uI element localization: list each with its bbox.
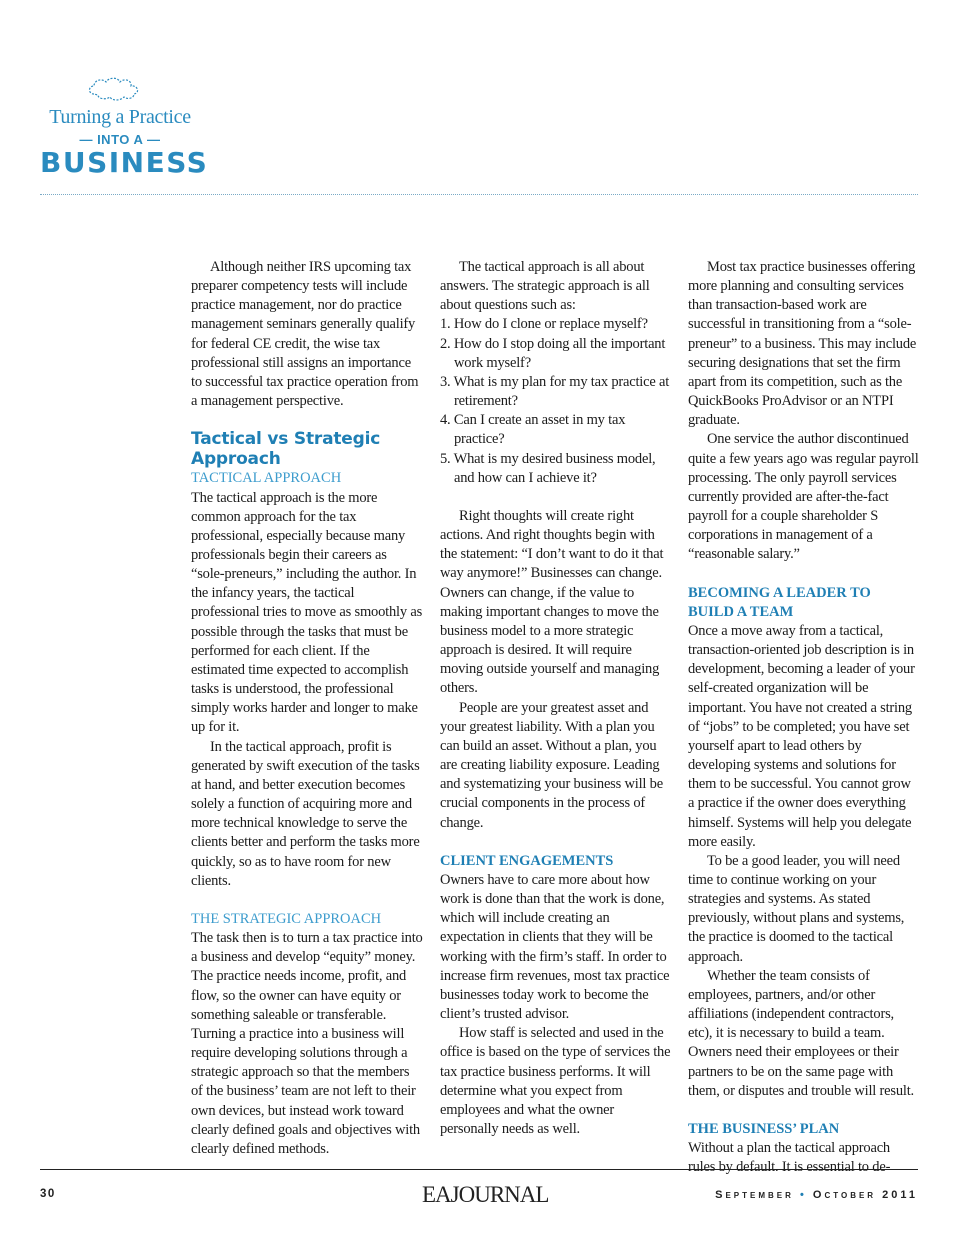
intro-paragraph: Although neither IRS upcoming tax preparer competency tests will include practice management, nor do practice management seminars generally qualify for federal CE credit, the wise tax professional still assigns an importance to successful tax practice operation from a management perspective. [191,259,419,410]
masthead-title-line3: BUSINESS [40,146,209,179]
issue-date [715,1189,918,1201]
issue-month: September [715,1189,794,1201]
article-column-3 [688,258,920,1177]
question-list-item: 5. What is my desired business model, and how can I achieve it? [440,450,656,486]
client-paragraph-2: How staff is selected and used in the office is based on the type of services the tax practice business performs. It will determine what you expect from employees and what the owner personally needs as well. [440,1025,671,1137]
question-list-item: 3. What is my plan for my tax practice at retirement? [440,373,670,410]
article-column-1 [191,258,423,1159]
header-divider [40,194,918,195]
question-list-item: 2. How do I stop doing all the important work myself? [440,335,666,371]
leader-paragraph-3: Whether the team consists of employees, partners, and/or other affiliations (independent contractors, etc), it is necessary to build a team. Owners need their employees or their partners to be on the same page with them, or disputes and trouble will result. [688,967,914,1099]
column3-paragraph-2: One service the author discontinued quite a few years ago was regular payroll processing. The only payroll services currently provided are after-the-fact payroll for a couple shareholder S corporations in management of a “reasonable salary.” [688,431,919,563]
footer-divider [40,1169,918,1170]
tactical-heading: TACTICAL APPROACH [191,470,342,487]
strategic-heading: THE STRATEGIC APPROACH [191,910,382,927]
business-plan-heading: THE BUSINESS’ PLAN [688,1121,840,1137]
page-number: 30 [40,1188,56,1200]
column2-paragraph-2: Right thoughts will create right actions. And right thoughts begin with the statement: “I don’t want to do it that way anymore!” Businesses can change. Owners can change, if the value to making important changes to move the business model to a more strategic approach is desired. It will require moving outside yourself and managing others. [440,508,664,697]
business-plan-paragraph-1: Without a plan the tactical approach rules by default. It is essential to de- [688,1140,891,1176]
column2-paragraph-3: People are your greatest asset and your greatest liability. With a plan you can build an asset. Without a plan, you are creating liability exposure. Leading and systematizing your business will be crucial components in the process of change. [440,699,663,831]
column2-paragraph-1: The tactical approach is all about answers. The strategic approach is all about questions such as: [440,259,650,314]
column3-paragraph-1: Most tax practice businesses offering more planning and consulting services than transaction-based work are successful in transitioning from a “sole-preneur” to a business. This may include securing designations that set the firm apart from its competition, such as the QuickBooks ProAdvisor or an NTPI graduate. [688,259,917,429]
section-title: Tactical vs Strategic Approach [191,429,381,469]
question-list-item: 1. How do I clone or replace myself? [440,316,648,333]
tactical-paragraph-2: In the tactical approach, profit is generated by swift execution of the tasks at hand, and better execution becomes solely a function of acquiring more and more technical knowledge to serve the clients better and perform the tasks more quickly, so as to have room for new clients. [191,738,420,889]
masthead-title-line1: Turning a Practice [49,106,191,128]
leader-paragraph-2: To be a good leader, you will need time to continue working on your strategies and systems. As stated previously, without plans and systems, the practice is doomed to the tactical approach. [688,852,905,965]
tactical-paragraph-1: The tactical approach is the more common approach for the tax professional, especially because many professionals begin their careers as “sole-preneurs,” including the author. In the infancy years, the tactical professional tries to move as smoothly as possible through the tasks that must be performed for each client. If the estimated time expected to accomplish tasks is understood, the professional simply works harder and longer to make up for it. [191,489,423,736]
publication-logo: EAJOURNAL [422,1182,549,1207]
leader-heading: BECOMING A LEADER TO BUILD A TEAM [688,584,871,620]
client-engagements-heading: CLIENT ENGAGEMENTS [440,852,614,869]
cloud-icon [84,76,144,102]
strategic-paragraph-1: The task then is to turn a tax practice into a business and develop “equity” money. The practice needs income, profit, and flow, so the owner can have equity or something saleable or transferable. Turning a practice into a business will require developing solutions through a strategic approach so that the members of the business’ team are not left to their own devices, but instead work toward clearly defined goals and objectives with clearly defined methods. [191,930,423,1157]
question-list-item: 4. Can I create an asset in my tax practice? [440,412,626,448]
masthead-title-line2: — INTO A — [79,132,161,147]
leader-paragraph-1: Once a move away from a tactical, transaction-oriented job description is in development, becoming a leader of your self-created organization will be important. You have not created a string of “jobs” to be completed; you have set yourself apart to lead others by developing systems and solutions for them to be successful. You cannot grow a practice if the owner does everything himself. Systems will help you delegate more easily. [688,622,915,850]
client-paragraph-1: Owners have to care more about how work is done than that the work is done, which will include creating an expectation in clients that they will be working with the firm’s staff. In order to increase firm revenues, most tax practice businesses today work to become the client’s trusted advisor. [440,871,670,1023]
issue-rest: October 2011 [812,1189,918,1201]
issue-bullet: • [799,1189,807,1201]
article-column-2 [440,258,672,1139]
